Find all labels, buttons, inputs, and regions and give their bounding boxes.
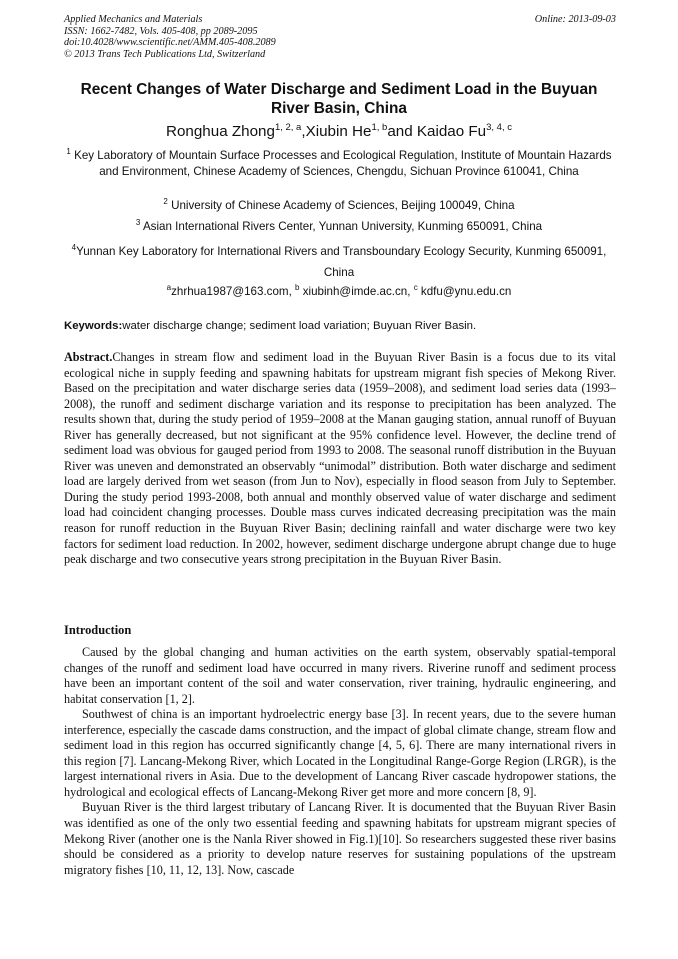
- intro-paragraph: Caused by the global changing and human activities on the earth system, observably spatial-temporal changes of the runoff and sediment load have occurred in many rivers. Riverine runoff and sediment process have been an important content of the soil and water conservation, river training, hydraulic engineering, and habitat conservation [1, 2].: [64, 645, 616, 706]
- affiliation-text: Yunnan Key Laboratory for International Rivers and Transboundary Ecology Security, Kunming 650091, China: [76, 245, 607, 279]
- doi-line[interactable]: doi:10.4028/www.scientific.net/AMM.405-408.2089: [64, 37, 276, 49]
- author-sup: 3, 4, c: [486, 122, 512, 133]
- online-date: Online: 2013-09-03: [534, 14, 616, 25]
- intro-paragraph: Buyuan River is the third largest tributary of Lancang River. It is documented that the Buyuan River Basin was identified as one of the only two essential feeding and spawning habitats for upstream migrant species of Mekong River (another one is the Nanla River showed in Fig.1)[10]. So researchers suggested these river basins should be considered as a priority to develop nature reserves for sustaining populations of the upstream migratory fishes [10, 11, 12, 13]. Now, cascade: [64, 800, 616, 877]
- author-line: [60, 122, 618, 142]
- affiliation-text: University of Chinese Academy of Sciences, Beijing 100049, China: [167, 199, 515, 212]
- affiliation-text: Asian International Rivers Center, Yunnan University, Kunming 650091, China: [140, 220, 543, 233]
- email-sup: c: [413, 283, 418, 292]
- email-link[interactable]: zhrhua1987@163.com,: [171, 285, 296, 298]
- abstract-label: Abstract.: [64, 350, 113, 364]
- abstract: [64, 350, 616, 568]
- email-sup: a: [166, 283, 172, 292]
- intro-paragraph: Southwest of china is an important hydroelectric energy base [3]. In recent years, due to the severe human interference, especially the cascade dams construction, and the impact of global climate change, stream flow and sediment load in this region has occurred significantly change [4, 5, 6]. There are many international rivers in this region [7]. Lancang-Mekong River, which Located in the Longitudinal Range-Gorge Region (LRGR), is the largest international rivers in Asia. Due to the development of Lancang River cascade hydropower stations, the hydrological and ecological effects of Lancang-Mekong River get more and more concern [8, 9].: [64, 707, 616, 799]
- author-sup: 1, 2, a: [274, 122, 302, 133]
- affiliation-sup: 1: [66, 147, 71, 156]
- author-name: Ronghua Zhong: [166, 123, 275, 140]
- affiliation-1: [62, 148, 616, 180]
- paper-title: Recent Changes of Water Discharge and Sediment Load in the Buyuan River Basin, China: [80, 81, 598, 117]
- running-header: [64, 14, 616, 60]
- author-name: and Kaidao Fu: [387, 123, 487, 140]
- affiliation-sup: 4: [71, 243, 77, 252]
- introduction-body: [64, 645, 616, 878]
- abstract-text: Changes in stream flow and sediment load in the Buyuan River Basin is a focus due to its vital ecological niche in supply feeding and spawning habitats for upstream migrant fish species of Mekong River. Based on the precipitation and water discharge series data (1959–2008), and sediment load series data (1993–2008), the runoff and sediment discharge variation and its response to precipitation has been analyzed. The results shown that, during the study period of 1959–2008 at the Manan gauging station, annual runoff of Buyuan River has generally decreased, but not significant at the 95% confidence level. However, the decline trend of sediment load was obvious for gauged period from 1993 to 2008. The seasonal runoff distribution in the Buyuan River was uneven and demonstrated an observably “unimodal” distribution. Both water discharge and sediment load are largely derived from wet season (from Jun to Nov), especially in flood season from July to September. During the study period 1993-2008, both annual and monthly observed value of water discharge and sediment load had coincident changing processes. Double mass curves indicated decreasing precipitation was the main reason for runoff reduction in the Buyuan River Basin; declining rainfall and water discharge were two key factors for sediment load reduction. In 2002, however, sediment discharge undergone abrupt change due to huge peak discharge and two consecutive years strong precipitation in the Buyuan River Basin.: [64, 350, 616, 567]
- affiliation-2: [62, 198, 616, 214]
- keywords-label: Keywords:: [64, 320, 123, 332]
- affiliation-sup: 2: [163, 197, 168, 206]
- keywords: [64, 318, 616, 334]
- author-sup: 1, b: [371, 122, 388, 133]
- affiliation-3: [62, 219, 616, 235]
- keywords-text: water discharge change; sediment load variation; Buyuan River Basin.: [122, 320, 477, 332]
- affiliation-sup: 3: [135, 218, 141, 227]
- author-name: Xiubin He: [305, 123, 372, 140]
- author-separator: ,: [301, 123, 306, 140]
- email-line: [62, 284, 616, 300]
- issn-line: ISSN: 1662-7482, Vols. 405-408, pp 2089-2095: [64, 25, 258, 37]
- email-link[interactable]: kdfu@ynu.edu.cn: [417, 285, 512, 298]
- email-sup: b: [295, 283, 300, 292]
- copyright-line: © 2013 Trans Tech Publications Ltd, Switzerland: [64, 48, 266, 60]
- email-link[interactable]: xiubinh@imde.ac.cn,: [299, 285, 414, 298]
- introduction-heading: Introduction: [64, 623, 132, 637]
- affiliation-4: [62, 241, 616, 283]
- affiliation-text: Key Laboratory of Mountain Surface Processes and Ecological Regulation, Institute of Mountain Hazards and Environment, Chinese Academy of Sciences, Chengdu, Sichuan Province 610041, China: [70, 149, 612, 178]
- journal-name: Applied Mechanics and Materials: [64, 14, 203, 25]
